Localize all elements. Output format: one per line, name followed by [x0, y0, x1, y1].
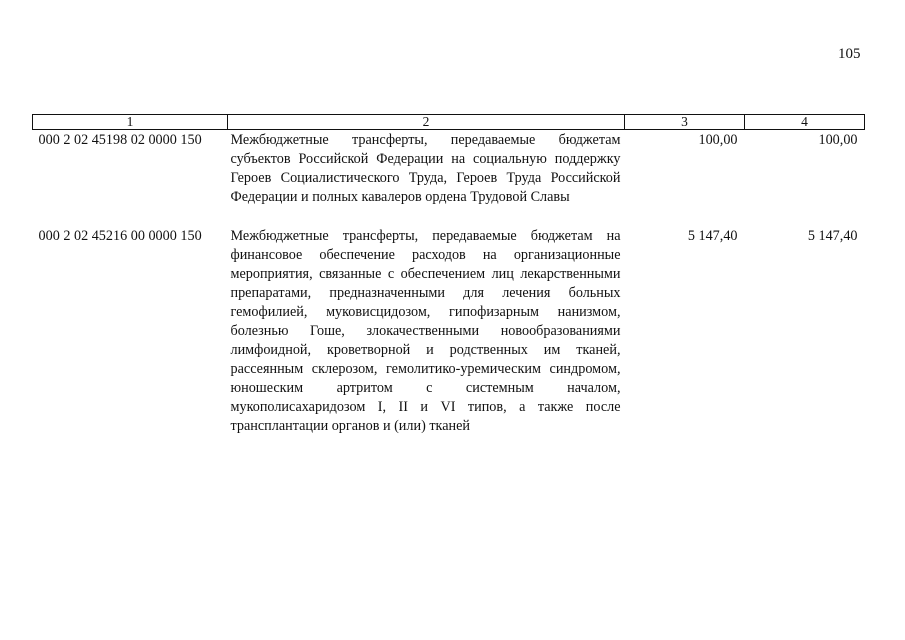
table-row [33, 130, 865, 220]
amount-col4: 100,00 [818, 132, 858, 148]
amount-col3: 5 147,40 [687, 228, 738, 244]
budget-code: 000 2 02 45216 00 0000 150 [38, 228, 202, 244]
column-header-3: 3 [625, 115, 745, 130]
budget-table [32, 114, 865, 436]
page-number: 105 [838, 46, 861, 62]
column-header-4: 4 [745, 115, 865, 130]
table-header-row [33, 115, 865, 130]
amount-col3: 100,00 [698, 132, 738, 148]
column-header-2: 2 [228, 115, 625, 130]
table-row [33, 219, 865, 436]
amount-col4: 5 147,40 [807, 228, 858, 244]
budget-code: 000 2 02 45198 02 0000 150 [38, 132, 202, 148]
column-header-1: 1 [33, 115, 228, 130]
row-description: Межбюджетные трансферты, передаваемые бюджетам субъектов Российской Федерации на социальную поддержку Героев Социалистического Труда, Героев Труда Российской Федерации и полных кавалеров ордена Трудовой Славы [230, 132, 621, 205]
row-description: Межбюджетные трансферты, передаваемые бюджетам на финансовое обеспечение расходов на организационные мероприятия, связанные с обеспечением лиц лекарственными препаратами, предназначенными для лечения больных гемофилией, муковисцидозом, гипофизарным нанизмом, болезнью Гоше, злокачественными новообразованиями лимфоидной, кроветворной и родственных им тканей, рассеянным склерозом, гемолитико-уремическим синдромом, юношеским артритом с системным началом, мукополисахаридозом I, II и VI типов, а также после трансплантации органов и (или) тканей [230, 228, 621, 434]
